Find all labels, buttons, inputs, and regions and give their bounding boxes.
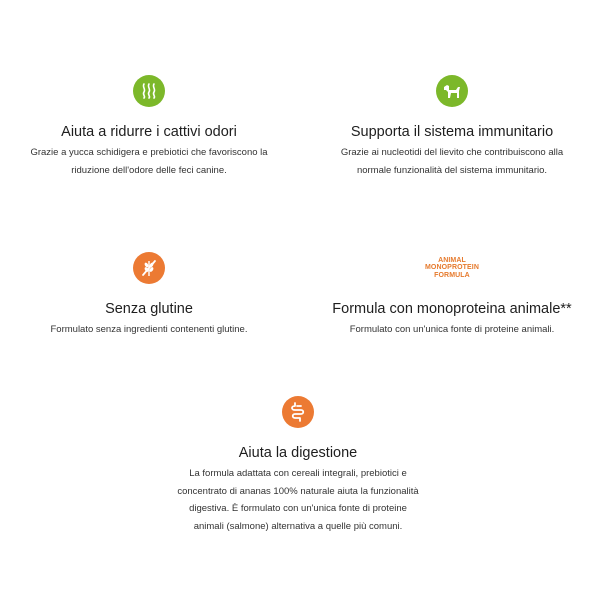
odor-waves-icon (133, 75, 165, 107)
description-line: Grazie a yucca schidigera e prebiotici che favoriscono la (30, 147, 268, 158)
feature-monoprotein-description (302, 321, 600, 339)
badge-line: MONOPROTEIN (425, 264, 479, 272)
feature-immune-title: Supporta il sistema immunitario (350, 124, 554, 140)
description-line: Grazie ai nucleotidi del lievito che contribuiscono alla (340, 147, 564, 158)
description-line: concentrato di ananas 100% naturale aiuta la funzionalità (177, 485, 419, 497)
monoprotein-badge (302, 252, 600, 284)
feature-odor-description (0, 144, 298, 179)
description-line: Formulato con un'unica fonte di proteine animali. (349, 324, 555, 335)
feature-digestion-description (150, 465, 446, 535)
description-line: riduzione dell'odore delle feci canine. (71, 164, 227, 176)
intestine-icon (282, 396, 314, 428)
feature-immune (302, 75, 600, 179)
description-line: La formula adattata con cereali integrali, prebiotici e (189, 468, 407, 479)
badge-line: ANIMAL (438, 256, 466, 264)
feature-odor-title: Aiuta a ridurre i cattivi odori (61, 124, 237, 140)
feature-gluten-description (0, 321, 298, 339)
description-line: animali (salmone) alternativa a quelle più comuni. (193, 520, 403, 532)
feature-gluten-free (0, 252, 298, 339)
feature-odor (0, 75, 298, 179)
feature-digestion-title: Aiuta la digestione (238, 445, 358, 461)
wheat-crossed-icon (133, 252, 165, 284)
description-line: Formulato senza ingredienti contenenti glutine. (50, 324, 248, 335)
feature-monoprotein-title: Formula con monoproteina animale** (332, 301, 572, 317)
feature-digestion (150, 396, 446, 535)
feature-gluten-title: Senza glutine (105, 301, 193, 317)
badge-line: FORMULA (434, 271, 470, 279)
description-line: normale funzionalità del sistema immunitario. (356, 164, 548, 176)
description-line: digestiva. È formulato con un'unica fonte di proteine (189, 503, 407, 514)
dog-icon (436, 75, 468, 107)
feature-monoprotein (302, 252, 600, 339)
feature-immune-description (302, 144, 600, 179)
